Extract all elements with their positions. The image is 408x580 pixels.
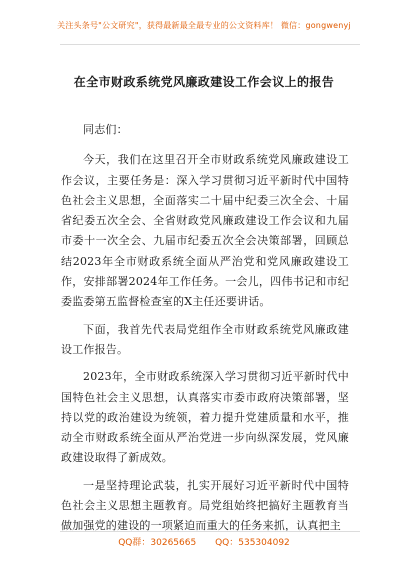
salutation: 同志们：	[83, 123, 128, 136]
footer-qq: QQ：535304092	[215, 538, 290, 548]
paragraph-2: 下面，我首先代表局党组作全市财政系统党风廉政建设工作报告。	[61, 322, 349, 356]
header-divider	[60, 44, 360, 45]
footer-qq-group: QQ群：30265665	[118, 538, 197, 548]
paragraph-4: 一是坚持理论武装，扎实开展好习近平新时代中国特色社会主义思想主题教育。局党组始终把搞好主题教育当做加强党的建设的一项紧迫而重大的任务来抓，认真把主	[61, 478, 349, 533]
paragraph-3: 2023年，全市财政系统深入学习贯彻习近平新时代中国特色社会主义思想，认真落实市委市政府决策部署，坚持以党的政治建设为统领，着力提升党建质量和水平，推动全市财政系统全面从严治党进一步向纵深发展，党风廉政建设取得了新成效。	[61, 370, 349, 465]
paragraph-1: 今天，我们在这里召开全市财政系统党风廉政建设工作会议，主要任务是：深入学习贯彻习近平新时代中国特色社会主义思想，全面落实二十届中纪委三次全会、十届省纪委五次全会、全省财政党风廉政建设工作会议和九届市委十一次全会、九届市纪委五次全会决策部署，回顾总结2023年全市财政系统全面从严治党和党风廉政建设工作，安排部署2024年工作任务。一会儿，四伟书记和市纪委监委第五监督检查室的X主任还要讲话。	[61, 153, 349, 309]
header-promo-note: 关注头条号"公文研究"，获得最新最全最专业的公文资料库！ 微信：gongwenyj	[57, 21, 351, 30]
footer-contact	[0, 535, 408, 548]
document-body	[61, 120, 349, 537]
footer-divider	[60, 531, 360, 532]
document-title: 在全市财政系统党风廉政建设工作会议上的报告	[73, 75, 335, 89]
